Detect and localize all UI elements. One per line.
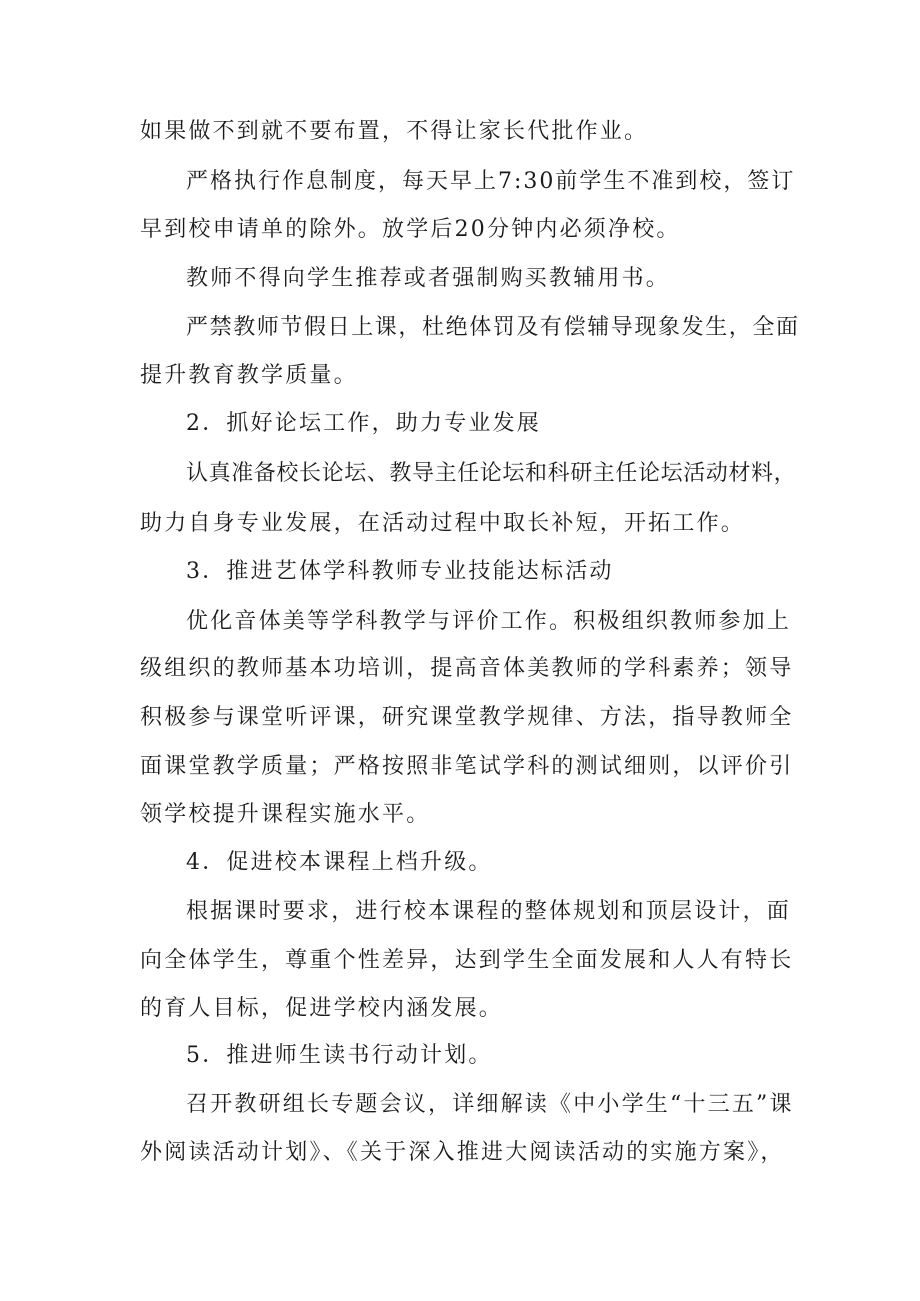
paragraph-line: 认真准备校长论坛、教导主任论坛和科研主任论坛活动材料， (186, 461, 797, 486)
paragraph-line: 优化音体美等学科教学与评价工作。积极组织教师参加上 (186, 609, 792, 634)
paragraph-line: 提升教育教学质量。 (140, 363, 358, 388)
section-heading: 3．推进艺体学科教师专业技能达标活动 (186, 559, 614, 584)
section-heading: 5．推进师生读书行动计划。 (186, 1043, 493, 1068)
paragraph-line: 早到校申请单的除外。放学后20分钟内必须净校。 (140, 217, 681, 242)
paragraph-line: 如果做不到就不要布置，不得让家长代批作业。 (140, 119, 649, 144)
paragraph-line: 严格执行作息制度，每天早上7:30前学生不准到校，签订 (186, 169, 796, 194)
paragraph-line: 积极参与课堂听评课，研究课堂教学规律、方法，指导教师全 (140, 705, 794, 730)
section-heading: 2．抓好论坛工作，助力专业发展 (186, 411, 541, 436)
paragraph-line: 召开教研组长专题会议，详细解读《中小学生“十三五”课 (186, 1092, 794, 1117)
paragraph-line: 根据课时要求，进行校本课程的整体规划和顶层设计，面 (186, 899, 792, 924)
paragraph-line: 严禁教师节假日上课，杜绝体罚及有偿辅导现象发生，全面 (186, 315, 800, 340)
paragraph-line: 助力自身专业发展，在活动过程中取长补短，开拓工作。 (140, 511, 746, 536)
paragraph-line: 的育人目标，促进学校内涵发展。 (140, 996, 504, 1021)
paragraph-line: 向全体学生，尊重个性差异，达到学生全面发展和人人有特长 (140, 948, 794, 973)
paragraph-line: 面课堂教学质量；严格按照非笔试学科的测试细则，以评价引 (140, 754, 794, 779)
paragraph-line: 领学校提升课程实施水平。 (140, 802, 431, 827)
paragraph-line: 教师不得向学生推荐或者强制购买教辅用书。 (186, 266, 671, 291)
paragraph-line: 级组织的教师基本功培训，提高音体美教师的学科素养；领导 (140, 656, 794, 681)
paragraph-line: 外阅读活动计划》、《关于深入推进大阅读活动的实施方案》， (140, 1140, 785, 1165)
section-heading: 4．促进校本课程上档升级。 (186, 850, 493, 875)
